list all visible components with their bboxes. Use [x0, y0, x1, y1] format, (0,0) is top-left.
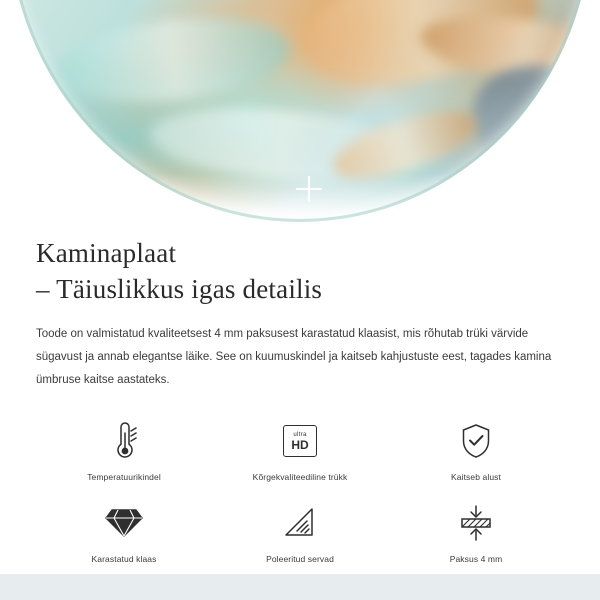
product-description: Toode on valmistatud kvaliteetsest 4 mm paksusest karastatud klaasist, mis rõhutab trüki värvide sügavust ja annab elegantse läike. See on kuumuskindel ja kaitseb kahjustuste eest, tagades kamina ümbruse kaitse aastateks. — [36, 328, 552, 387]
feature-label: Kõrgekvaliteediline trükk — [252, 472, 348, 483]
polished-edges-icon — [282, 500, 318, 546]
ultra-hd-badge-top: ultra — [293, 431, 307, 438]
feature-label: Temperatuurikindel — [87, 472, 161, 483]
feature-item — [36, 500, 212, 564]
thickness-icon — [458, 500, 494, 546]
feature-grid — [36, 418, 564, 564]
feature-item — [36, 418, 212, 482]
feature-item — [388, 418, 564, 482]
ultra-hd-badge-bottom: HD — [291, 437, 309, 452]
feature-label: Paksus 4 mm — [449, 554, 503, 565]
ultra-hd-icon — [283, 418, 317, 464]
feature-item — [212, 418, 388, 482]
feature-item — [388, 500, 564, 564]
feature-item — [212, 500, 388, 564]
title-line-1: Kaminaplaat — [36, 238, 177, 268]
thermometer-icon — [107, 418, 141, 464]
bottom-bar — [0, 574, 600, 600]
hero-image — [0, 0, 600, 222]
title-line-2: – Täiuslikkus igas detailis — [36, 273, 323, 304]
page-title — [36, 222, 564, 307]
content-area — [0, 222, 600, 564]
feature-label: Kaitseb alust — [451, 472, 501, 483]
diamond-icon — [105, 500, 143, 546]
feature-label: Poleeritud servad — [266, 554, 334, 565]
shield-check-icon — [459, 418, 493, 464]
feature-label: Karastatud klaas — [91, 554, 157, 565]
